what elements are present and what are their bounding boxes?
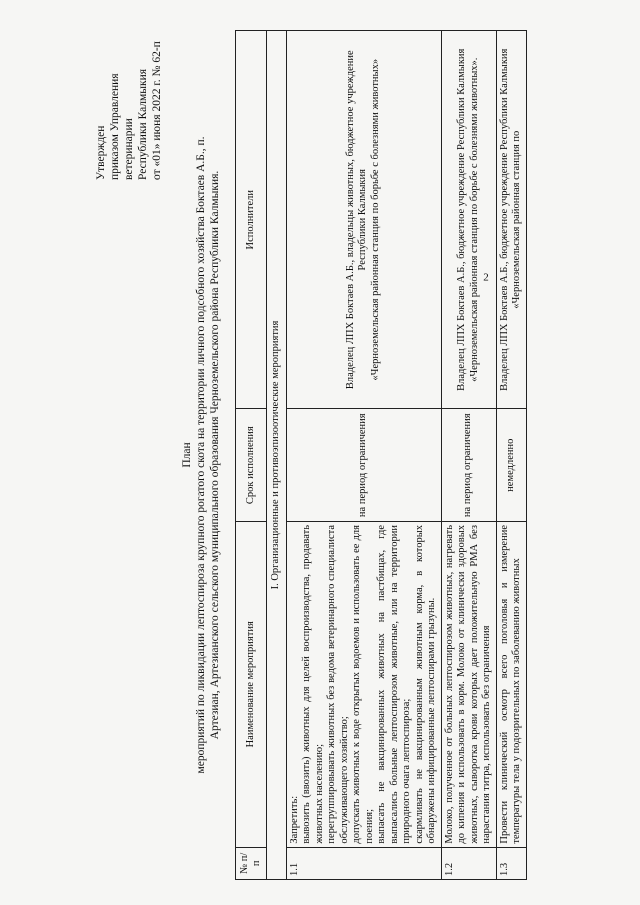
section-row bbox=[267, 31, 287, 880]
approval-line: от «01» июня 2022 г. № 62-п bbox=[151, 41, 163, 180]
row-term: на период ограничения bbox=[286, 409, 441, 522]
table-row bbox=[441, 31, 496, 880]
row-name bbox=[286, 522, 441, 848]
row-name-line: вывозить (ввозить) животных для целей воспроизводства, продавать животных населению; bbox=[301, 525, 325, 844]
row-num: 1.3 bbox=[496, 847, 526, 879]
plan-subtitle-line: мероприятий по ликвидации лептоспироза крупного рогатого скота на территории личного подсобного хозяйства Бoктаев А.Б., п. bbox=[195, 136, 207, 774]
row-term: на период ограничения bbox=[441, 409, 496, 522]
header-name: Наименование мероприятия bbox=[236, 522, 267, 848]
approval-line: ветеринарии bbox=[123, 118, 135, 180]
row-exec bbox=[496, 31, 526, 409]
row-name-line: Провести клинический осмотр всего поголовья и измерение температуры тела у подозрительных по заболеванию животных bbox=[498, 525, 522, 844]
row-term: немедленно bbox=[496, 409, 526, 522]
row-exec bbox=[286, 31, 441, 409]
table-header-row bbox=[236, 31, 267, 880]
row-name-line: Молоко, полученное от больных лептоспирозом животных, нагревать до кипения и использовать в корм. Молоко от клинически здоровых животных, сыворотка крови которых дает положительную РМА без нарастания титра, использовать без ограничения bbox=[443, 525, 492, 844]
table-row bbox=[286, 31, 441, 880]
row-name-line: допускать животных к воде открытых водоемов и использовать ее для поения; bbox=[351, 525, 375, 844]
header-num: № п/п bbox=[236, 847, 267, 879]
header-term: Срок исполнения bbox=[236, 409, 267, 522]
plan-table bbox=[235, 30, 527, 880]
row-exec-line: «Черноземельская районная станция по борьбе с болезнями животных» bbox=[369, 58, 381, 381]
approval-line: Утвержден bbox=[95, 125, 107, 180]
row-name bbox=[441, 522, 496, 848]
approval-block bbox=[94, 41, 164, 180]
row-name-line: выпасать не вакцинированных животных на пастбищах, где выпасались больные лептоспирозом животные, или на территории природного очага лептоспироза; bbox=[376, 525, 412, 844]
header-exec: Исполнители bbox=[236, 31, 267, 409]
plan-title: План bbox=[181, 442, 193, 468]
row-num: 1.2 bbox=[441, 847, 496, 879]
approval-line: Республики Калмыкия bbox=[137, 68, 149, 180]
row-exec-line: Владелец ЛПХ Боктаев А.Б., владельцы животных, бюджетное учреждение Республики Калмыкия bbox=[344, 50, 369, 390]
section-title: I. Организационные и противоэпизоотические мероприятия bbox=[267, 31, 287, 880]
table-row bbox=[496, 31, 526, 880]
row-exec-line: Владелец ЛПХ Боктаев А.Б., бюджетное учреждение Республики Калмыкия «Черноземельская районная станция по bbox=[498, 48, 522, 391]
row-num: 1.1 bbox=[286, 847, 441, 879]
plan-subtitle-line: Артезиан, Артезианского сельского муниципального образования Черноземельского района Республики Калмыкия. bbox=[209, 170, 221, 740]
row-name-line: скармливать не вакцинированным животным корма, в которых обнаружены инфицированные лептоспирами грызуны. bbox=[413, 525, 437, 844]
row-name-line: перегруппировывать животных без ведома ветеринарного специалиста обслуживающего хозяйство; bbox=[326, 525, 350, 844]
row-exec bbox=[441, 31, 496, 409]
page-number: 2 bbox=[483, 271, 489, 284]
row-exec-line: Владелец ЛПХ Боктаев А.Б., бюджетное учреждение Республики Калмыкия «Черноземельская районная станция по борьбе с болезнями животных». bbox=[456, 48, 480, 391]
row-name-line: Запретить: bbox=[288, 795, 300, 844]
plan-heading bbox=[180, 30, 222, 880]
approval-line: приказом Управления bbox=[109, 73, 121, 180]
rotated-sheet bbox=[40, 30, 600, 880]
row-name bbox=[496, 522, 526, 848]
